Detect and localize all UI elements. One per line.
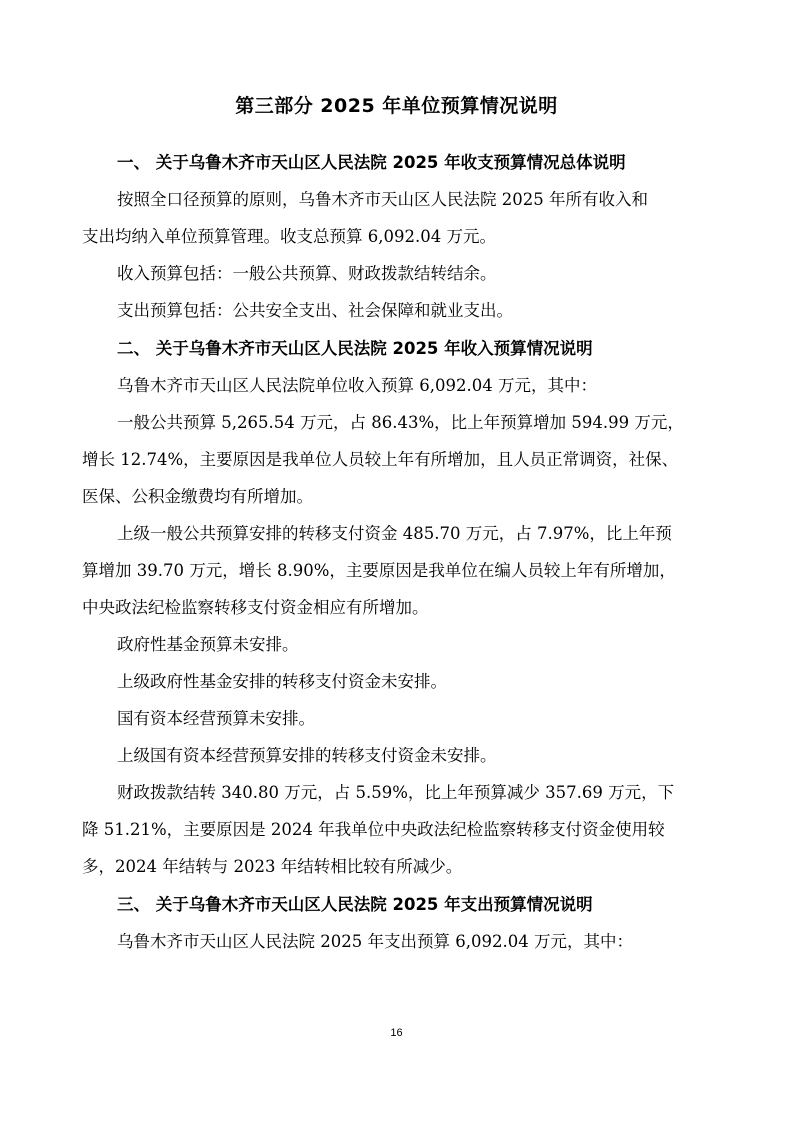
section-2-paragraph-line: 增长 12.74%，主要原因是我单位人员较上年有所增加，且人员正常调资，社保、 <box>82 450 679 469</box>
section-2-paragraph-line: 上级一般公共预算安排的转移支付资金 485.70 万元，占 7.97%，比上年预 <box>117 524 672 543</box>
section-2-paragraph-line: 国有资本经营预算未安排。 <box>117 709 315 728</box>
section-2-paragraph-line: 算增加 39.70 万元，增长 8.90%，主要原因是我单位在编人员较上年有所增加， <box>82 561 676 580</box>
section-2-paragraph-line: 乌鲁木齐市天山区人民法院单位收入预算 6,092.04 万元，其中： <box>117 376 597 395</box>
section-2-paragraph-line: 中央政法纪检监察转移支付资金相应有所增加。 <box>82 598 429 617</box>
section-2-heading: 二、 关于乌鲁木齐市天山区人民法院 2025 年收入预算情况说明 <box>117 339 593 358</box>
section-2-paragraph-line: 财政拨款结转 340.80 万元，占 5.59%，比上年预算减少 357.69 万元，下 <box>117 783 675 802</box>
page-number: 16 <box>390 1027 403 1039</box>
section-1-heading: 一、 关于乌鲁木齐市天山区人民法院 2025 年收支预算情况总体说明 <box>117 153 626 172</box>
section-2-paragraph-line: 上级政府性基金安排的转移支付资金未安排。 <box>117 672 447 691</box>
section-1-paragraph-line: 支出均纳入单位预算管理。收支总预算 6,092.04 万元。 <box>82 227 496 246</box>
section-2-paragraph-line: 一般公共预算 5,265.54 万元，占 86.43%，比上年预算增加 594.99 万元， <box>117 413 684 432</box>
section-2-paragraph-line: 降 51.21%，主要原因是 2024 年我单位中央政法纪检监察转移支付资金使用较 <box>82 820 665 839</box>
section-1-paragraph-line: 支出预算包括：公共安全支出、社会保障和就业支出。 <box>117 301 513 320</box>
section-3-heading: 三、 关于乌鲁木齐市天山区人民法院 2025 年支出预算情况说明 <box>117 895 593 914</box>
section-2-paragraph-line: 多，2024 年结转与 2023 年结转相比较有所减少。 <box>82 857 463 876</box>
section-2-paragraph-line: 政府性基金预算未安排。 <box>117 635 299 654</box>
section-3-paragraph-line: 乌鲁木齐市天山区人民法院 2025 年支出预算 6,092.04 万元，其中： <box>117 932 633 951</box>
page-title: 第三部分 2025 年单位预算情况说明 <box>235 95 558 117</box>
section-2-paragraph-line: 医保、公积金缴费均有所增加。 <box>82 487 313 506</box>
section-2-paragraph-line: 上级国有资本经营预算安排的转移支付资金未安排。 <box>117 746 497 765</box>
section-1-paragraph-line: 收入预算包括：一般公共预算、财政拨款结转结余。 <box>117 264 497 283</box>
section-1-paragraph-line: 按照全口径预算的原则，乌鲁木齐市天山区人民法院 2025 年所有收入和 <box>117 190 648 209</box>
